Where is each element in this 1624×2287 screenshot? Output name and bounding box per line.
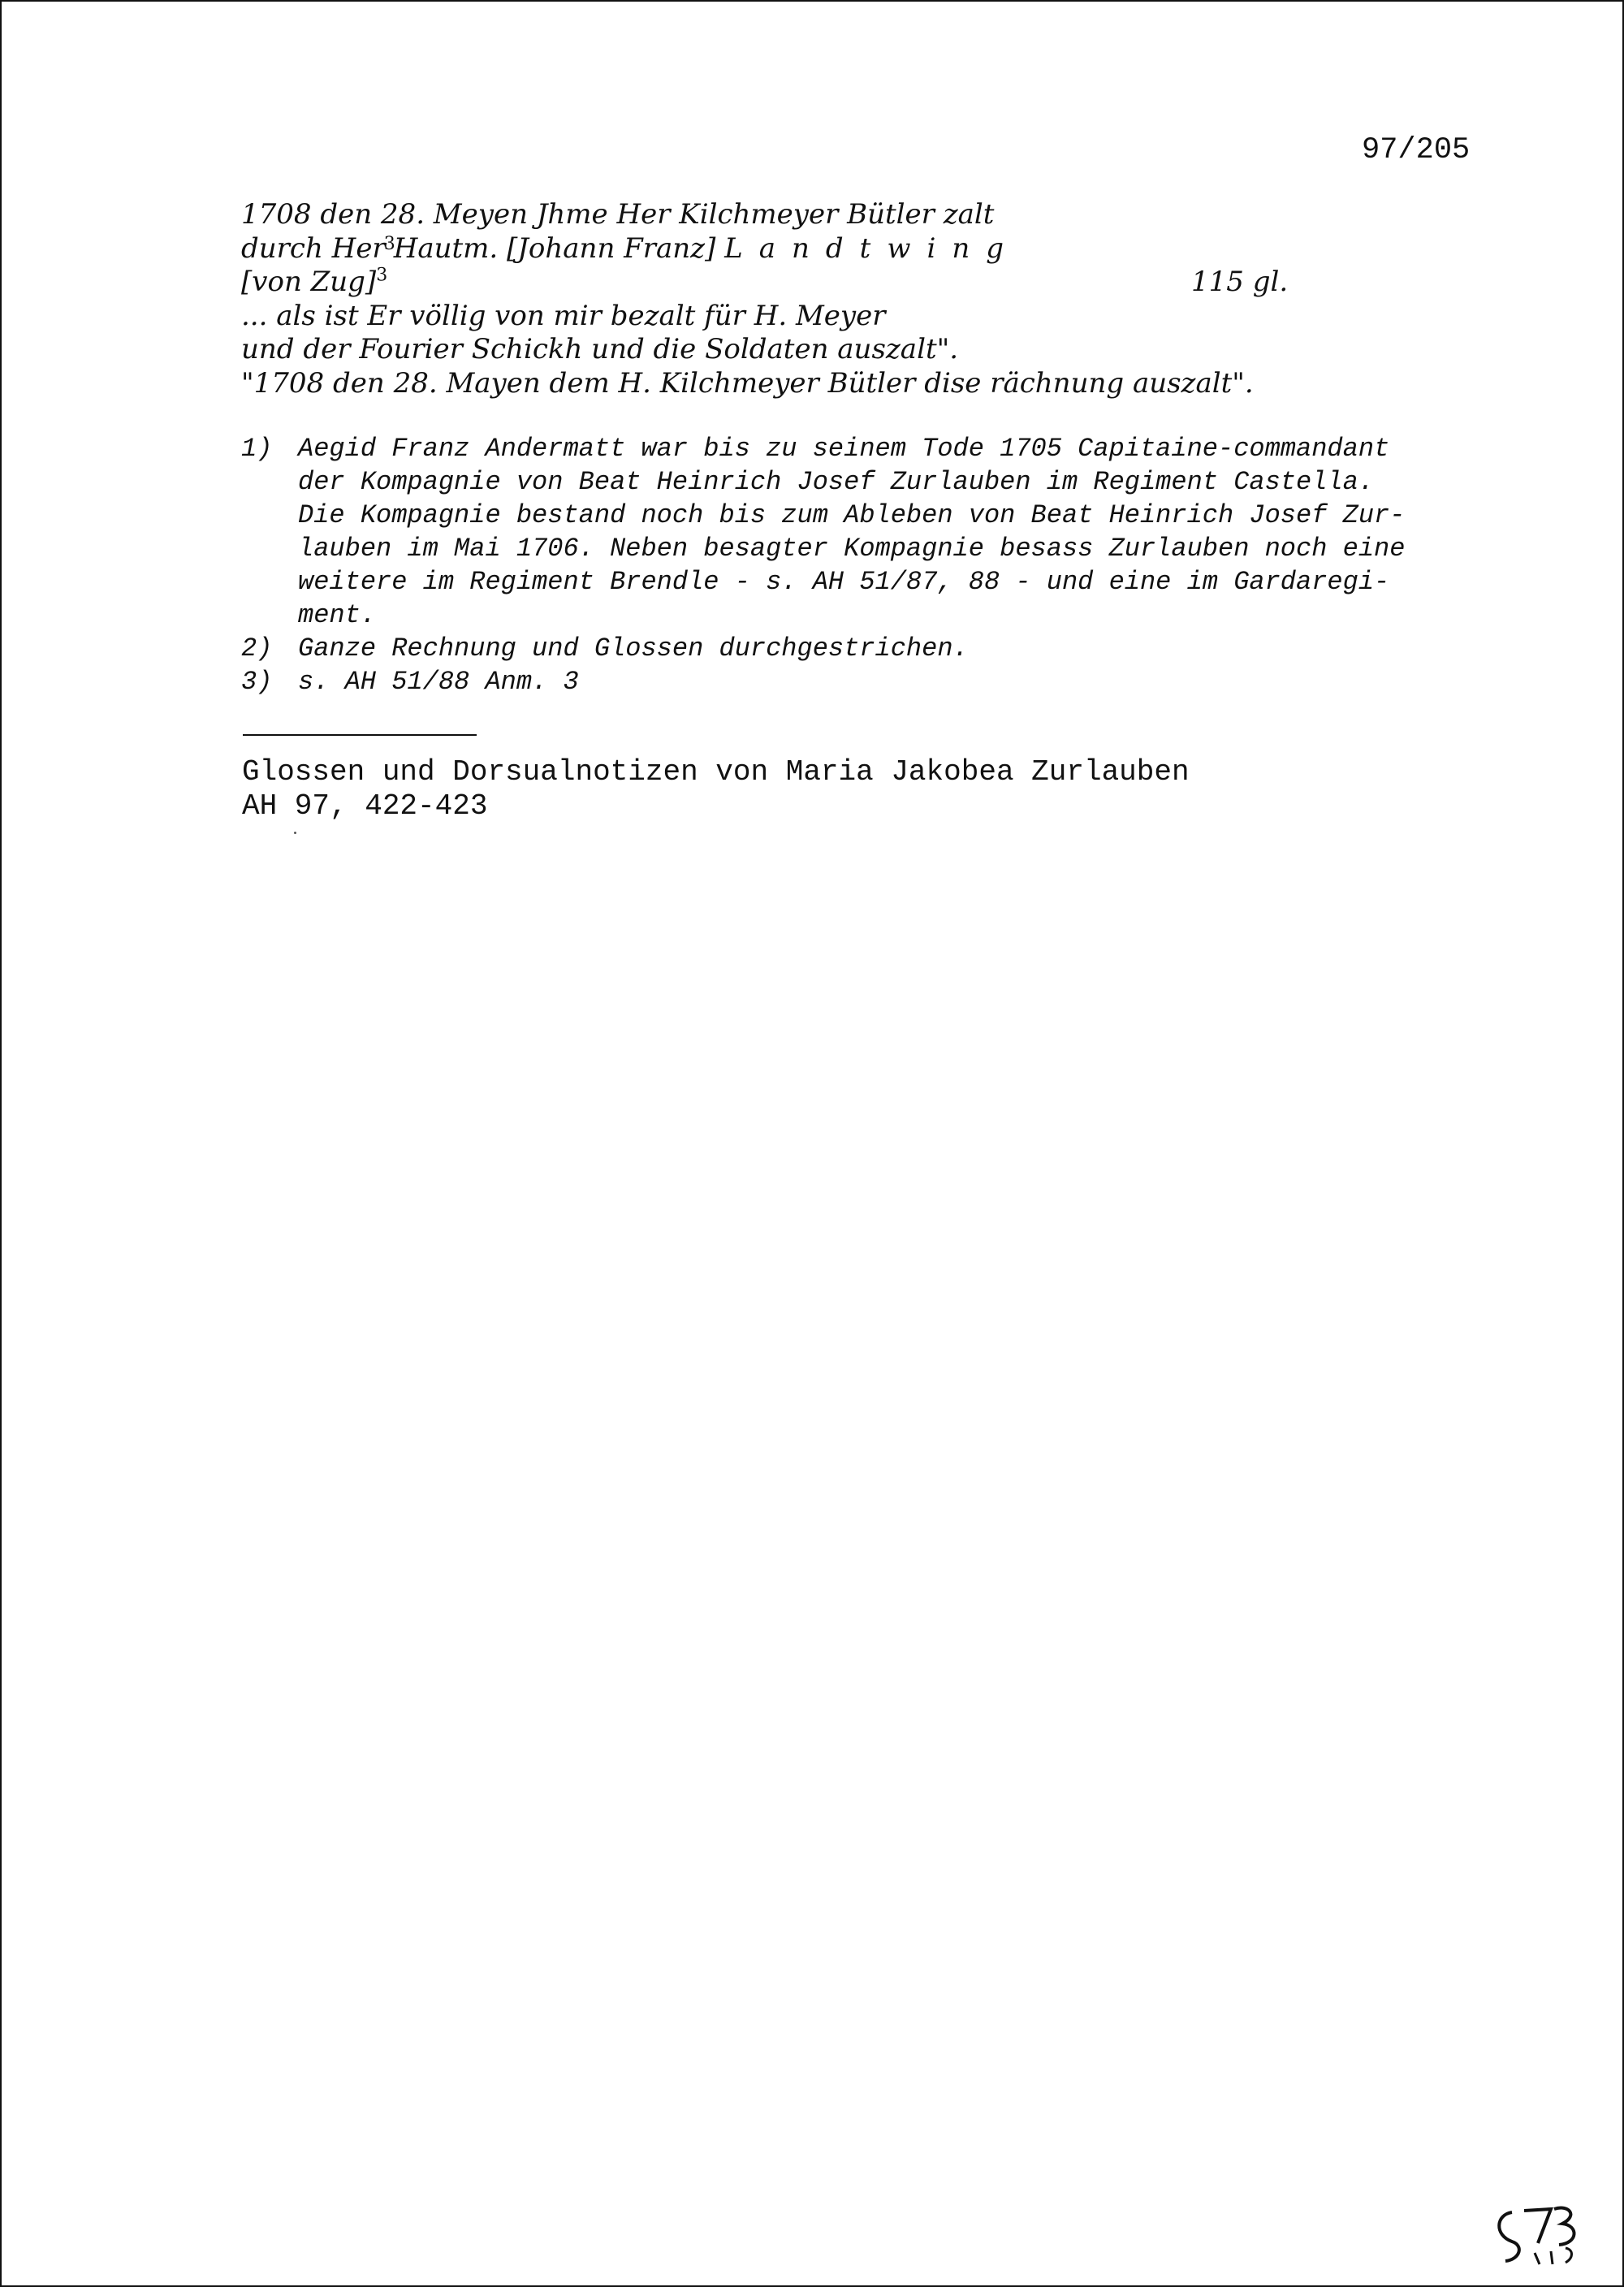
transcription-text: durch Her (241, 231, 386, 265)
separator-rule (243, 734, 477, 736)
footnote-body (298, 432, 1475, 632)
footnote-line: Die Kompagnie bestand noch bis zum Ableben von Beat Heinrich Josef Zur- (298, 500, 1406, 530)
handwritten-archive-mark (1488, 2194, 1593, 2272)
footnote-line: weitere im Regiment Brendle - s. AH 51/87, 88 - und eine im Gardaregi- (298, 567, 1390, 597)
gloss-block (242, 755, 1190, 824)
footnote-body (298, 632, 1475, 665)
footnote-line: Aegid Franz Andermatt war bis zu seinem Tode 1705 Capitaine-commandant (298, 434, 1390, 464)
transcription-block (241, 198, 1378, 400)
transcription-text: [von Zug] (241, 266, 377, 298)
transcription-text: Hautm. [Johann Franz] (393, 231, 716, 265)
footnote (241, 632, 1475, 665)
amount: 115 gl. (1191, 266, 1289, 298)
transcription-line: und der Fourier Schickh und die Soldaten auszalt". (241, 333, 959, 365)
footnotes (241, 432, 1475, 698)
footnote-line: der Kompagnie von Beat Heinrich Josef Zurlauben im Regiment Castella. (298, 467, 1375, 497)
gloss-line: AH 97, 422-423 (242, 789, 488, 823)
footnote-number: 2) (241, 633, 273, 664)
scan-speck (294, 832, 296, 834)
footnote (241, 665, 1475, 698)
footnote-body (298, 665, 1475, 698)
page-number: 97/205 (1362, 133, 1471, 167)
footnote-number: 3) (241, 667, 273, 697)
gloss-line: Glossen und Dorsualnotizen von Maria Jakobea Zurlauben (242, 755, 1190, 789)
footnote-marker: 3 (376, 265, 388, 286)
transcription-line: ... als ist Er völlig von mir bezalt für H. Meyer (241, 299, 886, 332)
footnote-line: ment. (298, 600, 377, 630)
transcription-line: "1708 den 28. Mayen dem H. Kilchmeyer Bütler dise rächnung auszalt". (241, 366, 1254, 400)
transcription-line: 1708 den 28. Meyen Jhme Her Kilchmeyer Bütler zalt (241, 198, 995, 231)
transcription-line (241, 266, 1378, 300)
transcription-line (241, 232, 1378, 266)
footnote-line: Ganze Rechnung und Glossen durchgestrichen. (298, 633, 969, 664)
footnote (241, 432, 1475, 632)
footnote-line: lauben im Mai 1706. Neben besagter Kompagnie besass Zurlauben noch eine (298, 534, 1406, 564)
footnote-line: s. AH 51/88 Anm. 3 (298, 667, 579, 697)
spaced-name: Landtwing (724, 231, 1020, 265)
footnote-number: 1) (241, 434, 273, 464)
footnote-marker: 3 (383, 233, 395, 254)
